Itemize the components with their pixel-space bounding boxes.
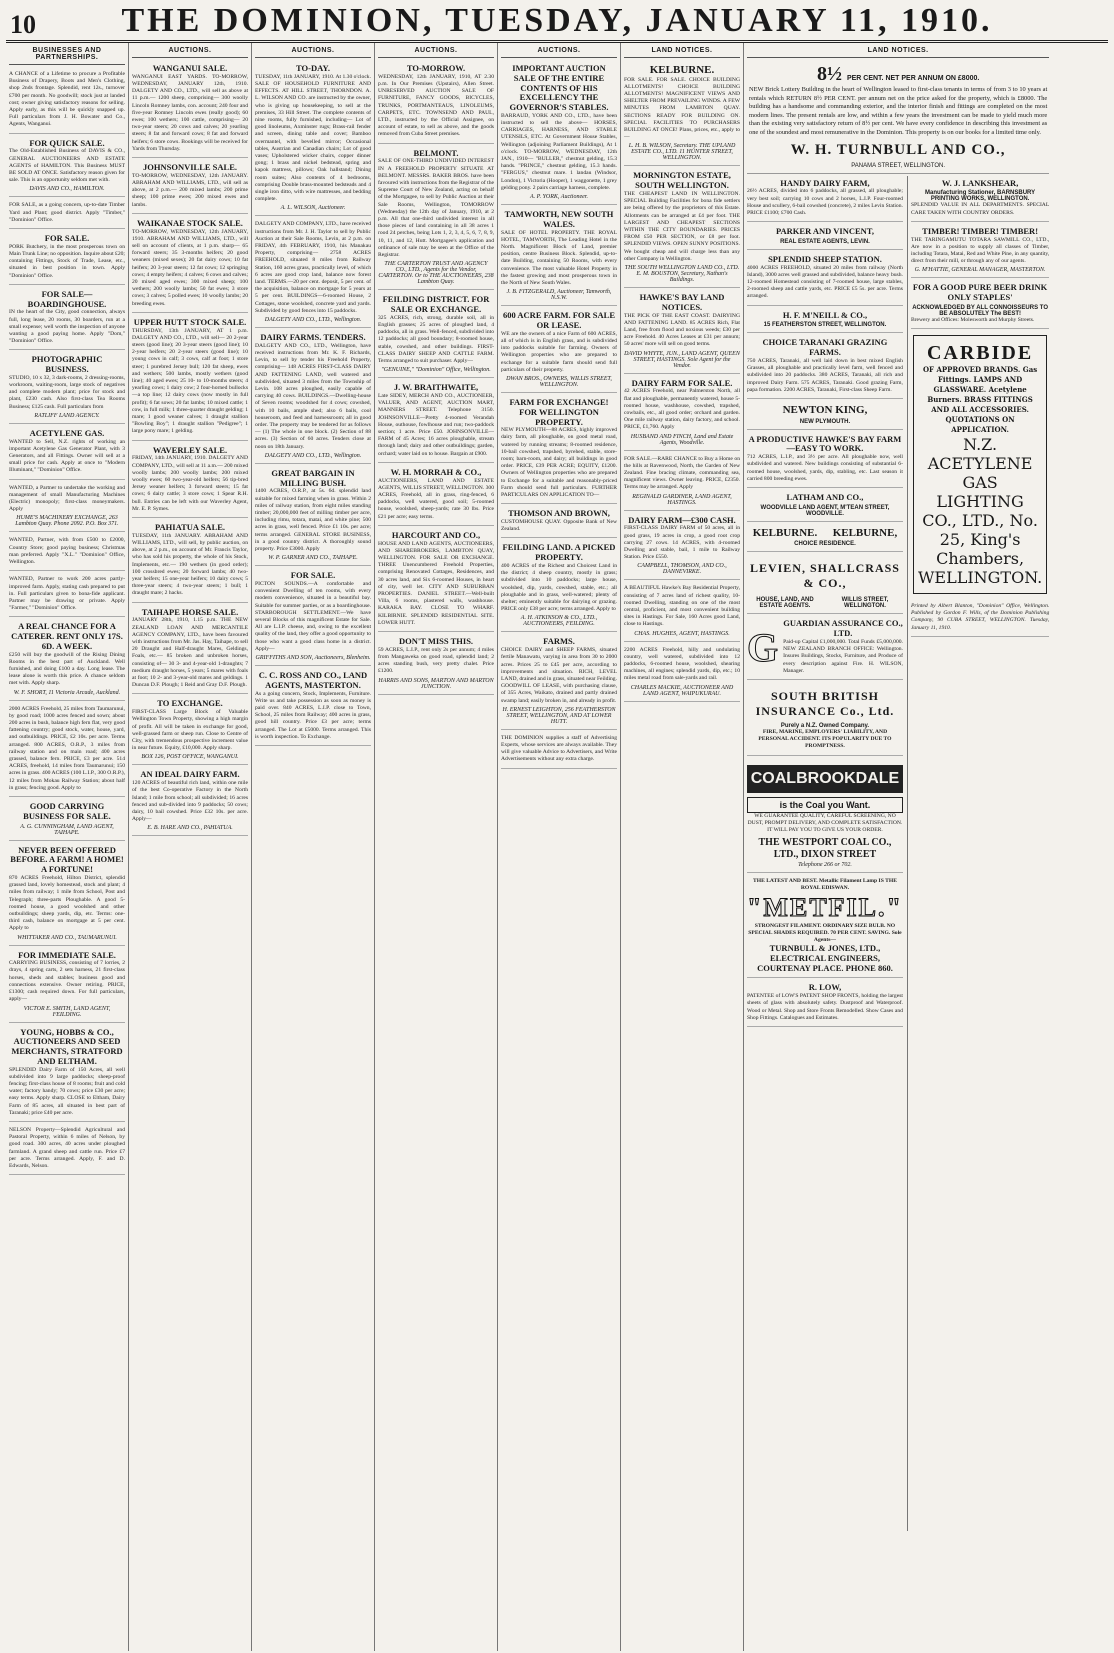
ad-body: CARRYING BUSINESS, consisting of 7 lorries, 2 drays, 4 spring carts, 2 sets harness, 21 first-class horses, sheds and stables; business good and connections extensive. Owner retiring. PRICE, £1300; cash required down. For full particulars, apply— <box>9 960 125 1003</box>
classified-ad <box>624 168 740 288</box>
ad-body: £250 will buy the goodwill of the Rising Dining Rooms in the best part of Auckland. Well furnished, and doing £100 a day. Long lease. The lease alone is worth this price. A chance seldom met with. Apply sharp. <box>9 651 125 687</box>
kelburne-left: KELBURNE. <box>752 526 818 539</box>
classified-ad <box>132 520 248 603</box>
ad-signature: A. L. WILSON, Auctioneer. <box>280 205 346 212</box>
classified-ad <box>747 176 903 223</box>
ad-body: 400 ACRES of the Richest and Choicest Land in the district; 4 sheep country, mostly in grass; subdivided into 10 paddocks; large house, woolshed, dip, yards, cowshed, stable, etc.; all ploughable and in grass, well-watered; plenty of shelter; eminently suitable for dairying or grazing. PRICE only £38 per acre; terms arranged. Apply to <box>501 563 617 613</box>
ad-signature: GRIFFITHS AND SON, Auctioneers, Blenheim. <box>255 655 371 662</box>
classified-ad <box>9 199 125 229</box>
classified-ad <box>132 696 248 765</box>
ad-body: Late SIDEY, MERCH AND CO., AUCTIONEER, VALUER, AND AGENT, AUCTION MART, MANNERS STREET. Telephone 3150. JOHNSONVILLE—Pretty 4-roomed Verandah House, outhouse, fowlhouse and run; two-paddock section; 1 acre. Price £50. JOHNSONVILLE—FARM of 45 Acres; 16 acres ploughable, stream through land; dairy and other outbuildings; garden, orchard; water laid on to house. Bargain at £900. <box>378 392 494 457</box>
ad-body: WE are the owners of a nice Farm of 600 ACRES, all of which is in English grass, and is subdivided into paddocks suitable for farming. Owners of Wellington properties who are prepared to exchange for a suitable farm should send full particulars of their property. <box>501 330 617 373</box>
classified-ad <box>501 207 617 306</box>
classified-ad <box>501 308 617 393</box>
column-land-notices-1 <box>621 43 744 1651</box>
ad-body: THE PICK OF THE EAST COAST. DAIRYING AND FATTENING LAND. 85 ACRES Rich, Flat Land, free from flood and noxious weeds; £30 per acre Freehold. 40 Acres Leases at £31 per annum; 50 acres' more will sell on good terms. <box>624 312 740 348</box>
ad-signature: HARRIS AND SONS, MARTON AND MARTON JUNCTION. <box>378 677 494 690</box>
ad-heading: TIMBER! TIMBER! TIMBER! <box>922 225 1039 236</box>
column-auctions-2 <box>252 43 375 1651</box>
classified-ad <box>255 466 371 566</box>
ad-heading: WAVERLEY SALE. <box>152 444 228 455</box>
column-heading: BUSINESSES AND PARTNERSHIPS. <box>9 45 125 65</box>
classified-ad <box>624 61 740 166</box>
classified-ad <box>378 465 494 526</box>
ad-heading: PARKER AND VINCENT, <box>775 226 874 237</box>
classified-ad <box>501 61 617 205</box>
rate-line: PER CENT. NET PER ANNUM ON £8000. <box>846 75 980 82</box>
ad-signature: "GENUINE," "Dominion" Office, Wellington. <box>381 367 491 374</box>
ad-signature: HUSBAND AND FINCH, Land and Estate Agents, Woodville. <box>630 433 734 446</box>
ad-body: SALE OF HOTEL PROPERTY. THE ROYAL HOTEL, TAMWORTH, The Leading Hotel in the North. Magnificent Block of Land, premier position, centre Business Block. Splendid, up-to-date Building, containing 50 Rooms, with every convenience. The most valuable Hotel Property in the fastest growing and most prosperous town in the North of New South Wales. <box>501 229 617 287</box>
ad-body: FIRST-CLASS Large Block of Valuable Wellington Town Property, showing a high margin of profit. All will be taken in exchange for good, well-grassed farm or sheep run. Close to Centre of City, with tremendous prospective increment value in near future. Equity, £10,000. Apply sharp. <box>132 709 248 752</box>
ad-heading: H. F. M'NEILL & CO., <box>782 309 868 320</box>
classified-ad <box>624 376 740 451</box>
classified-ad <box>132 605 248 695</box>
metfil-name: "METFIL." <box>747 892 903 922</box>
ad-body: JANUARY 28th, 1910, 1.15 p.m. THE NEW ZEALAND LOAN AND MERCANTILE AGENCY COMPANY, LTD., have been favoured with instructions from Mr. Jas. Hay, Taihape, to sell 20 Draught and Half-draught Mares, Geldings, Foals, etc.— 85 broken and unbroken horses, consisting of— 30 3- and 4-year-old 1-draughts; 7 medium draught horses, 5 years; 5 mares with foals at foot; 10 2- and 3-year-old mares and geldings. 1 Duncan D.F. Plough; 1 Reid and Gray D.F. Plough. <box>132 617 248 689</box>
ad-body: DALGETY AND CO., LTD., Wellington, have received instructions from Mr. K. F. Richards, Levin, to sell by tender his Freehold Property, comprising— 148 ACRES FIRST-CLASS DAIRY AND FATTENING LAND, well watered and subdivided, situated 3 miles from the Township of Levin. 108 acres ploughed, easily capable of carrying 40 cows. BUILDINGS.—Dwelling-house of Seven rooms; woodshed for 4 cows; cowshed, with 10 bails, ample shed; also 6 bails, cool houseroom, and feed and harnessroom; all in good order. The property may be tendered for as follows— (1) The whole in one block. (2) Section of 88 acres. (3) Section of 60 acres. Tenders close at noon on 18th January. <box>255 342 371 450</box>
column-heading: AUCTIONS. <box>132 45 248 58</box>
classified-ad <box>9 1025 125 1122</box>
classified-ad <box>747 335 903 399</box>
ad-heading: TAIHAPE HORSE SALE. <box>141 606 239 617</box>
ad-heading: DAIRY FARM FOR SALE. <box>631 377 733 388</box>
ad-body: TO-MORROW, WEDNESDAY, 12th JANUARY, 1910. ABRAHAM AND WILLIAMS, LTD., will sell on account of clients, at 1 p.m. sharp— 65 forward steers; 35 3-months heifers; 20 good weaners (mixed sexes); 20 fat dairy cows; 10 fat heifers; 20 3-year steers; 12 fat cows; 12 springing cows; 4 empty heifers; 4 calves; 6 cows and calves; 20 mixed aged ewes; 300 mixed sheep; 100 wethers; 200 woolly lambs; 50 fat ewes; 3 store cows; 3 calves; 5 polled ewes; 10 woolly lambs; 20 breeding ewes. <box>132 228 248 307</box>
ad-heading: HANDY DAIRY FARM, <box>780 177 870 188</box>
ad-heading: JOHNSONVILLE SALE. <box>143 162 237 172</box>
ad-body: NELSON Property—Splendid Agricultural and Pastoral Property, within 6 miles of Nelson, by good road. 300 acres, 40 acres under ploughed farmland. A grand sheep and cattle run. Price £7 per acre. Terms arranged. Apply, F. and D. Edwards, Nelson. <box>9 1126 125 1169</box>
classified-ad <box>132 61 248 158</box>
masthead <box>6 0 1108 43</box>
classified-ad <box>9 231 125 285</box>
ad-heading: TO-DAY. <box>296 63 330 73</box>
coalbrookdale-ad <box>747 758 903 874</box>
classified-ad <box>132 160 248 214</box>
column-businesses <box>6 43 129 1651</box>
classified-ad <box>911 224 1049 279</box>
land-notices-right <box>907 176 1049 1531</box>
south-british-ad <box>747 682 903 756</box>
ad-heading: UPPER HUTT STOCK SALE. <box>133 316 247 327</box>
classified-ad <box>9 948 125 1023</box>
classified-ad <box>132 767 248 836</box>
classified-ad <box>9 799 125 841</box>
ad-body: THE TARINGAMUTU TOTARA SAWMILL CO., LTD., Are now in a position to supply all classes of Timber, including Totara, Matai, Red and White Pine, in any quantity, direct from their mill, or through any of our agents. <box>910 236 1050 265</box>
south-british-name: SOUTH BRITISH INSURANCE Co., Ltd. <box>755 688 895 718</box>
guardian-ad <box>747 616 903 680</box>
ad-body: FRIDAY, 14th JANUARY, 1910. DALGETY AND COMPANY, LTD., will sell at 11 a.m.— 200 mixed woolly lambs; 200 woolly lambs; 200 mixed woolly ewes; 60 two-year-old heifers; 56 tip-bred Jersey weaner heifers; 3 forward steers; 15 fat cows; 6 dairy cattle; 3 store cows; 1 Spear R.H. bull. Entries can be left with our Waverley Agent, Mr. E. P. Symes. <box>132 455 248 512</box>
ad-body: TUESDAY, 11th JANUARY. ABRAHAM AND WILLIAMS, LTD., will sell, by public auction, on above, at 2 p.m., on account of Mr. Francis Taylor, who has sold his property, the whole of his Stock, Implements, etc.— 190 wethers (in good order); 100 crossbred ewes; 20 forward lambs; 40 two-year heifers; 15 one-year heifers; 10 dairy cows; 5 three-year steers; 4 two-year steers; 1 bull; 1 draught mare; 2 hacks. <box>132 532 248 597</box>
ad-heading: FOR SALE. <box>44 233 90 244</box>
ad-subheading: WOODVILLE LAND AGENT, M'TEAN STREET, WOODVILLE. <box>760 504 890 517</box>
land-notices-left <box>747 176 903 1531</box>
ad-signature: DAVIS AND CO., HAMILTON. <box>29 186 105 193</box>
column-heading: AUCTIONS. <box>501 45 617 58</box>
ad-heading: PHOTOGRAPHIC BUSINESS. <box>31 354 103 375</box>
ad-body: FIRST-CLASS DAIRY FARM of 50 acres, all in good grass, 19 acres in crop, a good root crop carrying 27 cows. 14 ACRES, with 4-roomed Dwelling and stable, bail, 1 mile to Railway Station. Price £550. <box>624 525 740 561</box>
classified-ad <box>747 432 903 488</box>
ad-body: FOR SALE.—RARE CHANCE to Buy a Home on the hills at Ravenwood, North, the Garden of New Zealand. Fine bracing climate, commanding sea, magnificent views. Owner leaving. PRICE, £2350. Terms may be arranged. Apply <box>624 455 740 491</box>
ad-heading: BELMONT. <box>413 147 459 158</box>
ad-body: WANTED, Partner, with from £500 to £2000, Country Store; good paying business; Christmas man preferred. Apply "X.L." "Dominion" Office, Wellington. <box>9 537 125 566</box>
classified-ad <box>255 61 371 216</box>
ad-heading: MORNINGTON ESTATE, SOUTH WELLINGTON. <box>633 170 731 191</box>
ad-body: HOUSE AND LAND AGENTS, AUCTIONEERS, AND SHAREBROKERS, LAMBTON QUAY, WELLINGTON. FOR SALE OR EXCHANGE. THREE Unencumbered Freehold Properties, comprising Renovated Cottages, Residences, and 30 acres land, and Six 6-roomed Houses, in heart of city, well let. CITY AND SUBURBAN PROPERTIES. DANIEL STREET.—Well-built Villa, 6 rooms, plastered walls, washhouse. KARAKA BAY. CLOSE TO WHARF. KILBIRNIE. SPLENDID RESIDENTIAL SITE. LOWER HUTT. <box>378 540 494 626</box>
ad-body: THE CHEAPEST LAND IN WELLINGTON. SPECIAL Building Facilities for bona fide settlers are being offered by the proprietors of this Estate. Allotments can be arranged at £4 per foot. THE LARGEST AND CHEAPEST SECTIONS WITHIN THE CITY BOUNDARIES. PRICES FROM £50 PER SECTION, or £8 per foot. SPLENDID VIEWS. OPEN SUNNY POSITIONS. We bought cheap and will charge less than any other Company in Wellington. <box>624 191 740 262</box>
ad-signature: BOX 126, POST OFFICE, WANGANUI. <box>141 754 239 761</box>
ad-body: 26½ ACRES, divided into 6 paddocks, all grassed, all ploughable; very best soil; carrying 10 cows and 2 horses, L.I.P. Four-roomed House and scullery, 6-bail cowshed (concrete), 2 miles Levin Station. PRICE £1100; £700 Cash. <box>747 188 903 216</box>
coal-name: COALBROOKDALE <box>747 765 903 793</box>
ad-heading: FARM FOR EXCHANGE! FOR WELLINGTON PROPERTY. <box>509 396 609 427</box>
ad-subheading: NEW PLYMOUTH. <box>799 418 851 425</box>
ad-body: CUSTOMHOUSE QUAY. Opposite Bank of New Zealand. <box>501 519 617 533</box>
classified-ad <box>9 573 125 617</box>
ad-body: 2200 ACRES Freehold, hilly and undulating country, well watered, subdivided into 12 paddocks, 6-roomed house, woolshed, shearing machines, all engines; splendid yards, dip, etc.; 10 miles metal road from sale-yards and rail. <box>624 646 740 682</box>
classified-ad <box>911 176 1049 222</box>
ad-signature: A. G. CUNNINGHAM, LAND AGENT, TAIHAPE. <box>20 823 114 836</box>
ad-signature: A. H. ATKINSON & CO., LTD., AUCTIONEERS, FEILDING. <box>520 615 598 628</box>
classified-ad <box>624 582 740 641</box>
ad-body: As a going concern, Stock, Implements, Furniture. Write us and take possession as soon as money is paid over. 840 ACRES, L.I.P. close to Town, School, 25 miles from Railway; 400 acres in grass, good hill country. Price £3 per acre; terms arranged. The Lot at £5000. Terms arranged. This is worth inspection. To Exchange. <box>255 690 371 740</box>
imprint-text: Printed by Albert Blanton, "Dominion" Office, Wellington. Published by Gordon F. Wills, of the Dominion Publishing Company, 90 CUBA STREET, WELLINGTON. Tuesday, January 11, 1910. <box>910 603 1050 631</box>
ad-body: NEW PLYMOUTH—88 ACRES, highly improved dairy farm, all ploughable, on good metal road, watered by running streams; 8-roomed residence, 10-bail cowshed, trapshed, byrehed, stable, store-room; barn-room, and dairy; all buildings in good order. PRICE, £39 PER ACRE; EQUITY, £1200. Owners of Wellington properties who are prepared to Exchange for a suitable and reasonably-priced Farm should send full particulars. FURTHER PARTICULARS ON APPLICATION TO— <box>501 427 617 499</box>
ad-body: 59 ACRES, L.I.P., rent only 2s per annum; 4 miles from Mangaweka on good road, splendid land; 2 acres standing bush, very pretty chalet. Price £1200. <box>378 646 494 675</box>
ad-signature: CAMPBELL, THOMSON, AND CO., DANNEVIRKE. <box>637 563 727 576</box>
column-heading: LAND NOTICES. <box>624 45 740 58</box>
ad-body: Brewery and Offices: Molesworth and Murphy Streets. <box>910 316 1035 323</box>
ad-body: 1400 ACRES, O.R.P., at 5s. 6d. splendid land suitable for mixed farming when in grass. Within 2 miles of railway station, from eight miles standing timber; 20,000,000 feet of milling timber per acre, including rimu, totara, matai, and white pine; 500 acres in grass, well fenced. Price £1 10s. per acre; terms arranged. GENERAL STORE BUSINESS, in a good country district. A thoroughly sound property. Price £3000. Apply <box>255 488 371 553</box>
ad-signature: G. M'HATTIE, GENERAL MANAGER, MASTERTON. <box>914 267 1046 274</box>
ad-subheading: ACKNOWLEDGED BY ALL CONNOISSEURS TO BE ABSOLUTELY The BEST! <box>912 304 1048 317</box>
ad-body: STUDIO, 10 x 32, 3 dark-rooms, 2 dressing-rooms, workroom, waiting-room, large stock of negatives and complete modern plant; price for stock and plant, £230 cash. Also first-class Tea Rooms Business; £125 cash. Full particulars from <box>9 374 125 410</box>
ad-body: 42 ACRES Freehold, near Palmerston North, all flat and ploughable, permanently watered, house 5-roomed house, washhouse, cowshed, trapshed, cowbails, etc., all good order; orchard and garden. One mile railway station, dairy factory, and school. PRICE, £1,760. Apply <box>624 388 740 431</box>
classified-ad <box>9 619 125 700</box>
ad-heading: AN IDEAL DAIRY FARM. <box>140 769 240 780</box>
ad-body: 4000 ACRES FREEHOLD, situated 20 miles from railway (North Island), 3000 acres well grassed and subdivided, balance heavy bush. 12-roomed Homestead consisting of 7-roomed house, large stables, 2-roomed sheep and cattle yards, etc. PRICE £5 5s. per acre. Terms arranged. <box>747 264 903 300</box>
ad-heading: SPLENDID SHEEP STATION. <box>768 253 882 264</box>
ad-body: WANTED, Partner to work 200 acres partly-improved farm. Apply, stating cash prepared to put in. Full particulars given to bona-fide applicant. Partner may be drawing or private. Apply "Farmer," "Dominion" Office. <box>9 576 125 612</box>
low-shopfronts-ad <box>747 980 903 1027</box>
classified-ad <box>378 146 494 291</box>
classified-ad <box>747 308 903 334</box>
classified-ad <box>132 315 248 441</box>
guardian-name: GUARDIAN ASSURANCE CO., LTD. <box>783 618 903 639</box>
levien-name: LEVIEN, SHALLCRASS & CO., <box>749 561 900 591</box>
ad-heading: FARMS. <box>543 636 575 647</box>
metfil-text: STRONGEST FILAMENT. ORDINARY SIZE BULB. NO SPECIAL SHADES REQUIRED. 70 PER CENT. SAVING. Sole Agents— <box>748 922 902 943</box>
guardian-logo-letter: G <box>747 624 781 670</box>
ad-body: AUCTIONEERS, LAND AND ESTATE AGENTS, WILLIS STREET, WELLINGTON. 300 ACRES, Freehold, all in grass, ring-fenced, 6 paddocks, well watered, good soil; 5-roomed house, woolshed, sheep-yards; rate 30 lbs. Price £21 per acre; easy terms. <box>378 477 494 520</box>
ad-body: WEDNESDAY, 12th JANUARY, 1910, AT 2.30 p.m. In Our Premises (Upstairs), Allen Street. UNRESERVED AUCTION SALE OF FURNITURE, FANCY GOODS, BICYCLES, TRUNKS, PORTMANTEAUS, LINOLEUMS, CARPETS, ETC. TOWNSEND AND PAUL, LTD., instructed by the Official Assignee, on account of estate, to sell as above, and the goods removed from Cuba Street premises. <box>378 73 494 138</box>
classified-ad <box>747 401 903 430</box>
classified-ad <box>747 224 903 250</box>
classified-ad <box>9 482 125 533</box>
ad-body: BARRAUD, YORK AND CO., LTD., have been instructed to sell the above— HORSES, CARRIAGES, HARNESS, AND STABLE UTENSILS, ETC. At Government House Stables, Wellington (adjoining Parliament Buildings), At 1 o'clock. TO-MORROW, WEDNESDAY, 12th JAN., 1910— "BULLER," chestnut gelding, 15.3 hands. "PRINCE," chestnut gelding, 15.3 hands. "FERGUS," chestnut mare. 1 landau (Windsor, London), 1 Victoria (Hooper), 1 waggonette, 1 grey gelding pony. 2 pairs carriage harness, complete. <box>501 112 617 191</box>
kelburne-sub: CHOICE RESIDENCE. <box>794 541 856 548</box>
ad-signature: CHAS. HUGHES, AGENT, HASTINGS. <box>634 630 730 637</box>
classified-ad <box>624 453 740 511</box>
classified-ad <box>9 352 125 424</box>
ad-heading: W. J. LANKSHEAR, <box>941 177 1019 188</box>
ad-body: TO-MORROW, WEDNESDAY, 12th JANUARY. ABRAHAM AND WILLIAMS, LTD., will sell as above, at 2 p.m.— 200 mixed lambs; 200 prime sheep; 100 prime ewes; 200 mixed ewes and lambs. <box>132 172 248 208</box>
ad-signature: HUME'S MACHINERY EXCHANGE, 263 Lambton Quay. Phone 2092. P.O. Box 371. <box>15 515 119 528</box>
coal-text: WE GUARANTEE QUALITY, CAREFUL SCREENING, NO DUST, PROMPT DELIVERY, AND COMPLETE SATISFACTION. IT WILL PAY YOU TO GIVE US YOUR ORDER. <box>747 812 903 833</box>
ad-body: 750 ACRES, Taranaki, all well laid down in best mixed English Grasses, all ploughable and practically level farm, well fenced and subdivided into 20 paddocks. 380 ACRES, Taranaki, all rich and improved Dairy Farm. 575 ACRES, Taranaki. Good grazing Farm, papa formation. 2200 ACRES, Taranaki, First-class Sheep Farm. <box>747 357 903 393</box>
ad-signature: WHITTAKER AND CO., TAUMARUNUI. <box>17 934 117 941</box>
classified-ad <box>9 1124 125 1175</box>
ad-heading: W. H. MORRAH & CO., <box>390 466 482 477</box>
carbide-name: CARBIDE <box>926 342 1034 365</box>
ad-subheading: 15 FEATHERSTON STREET, WELLINGTON. <box>763 322 887 329</box>
classified-ad <box>9 68 125 134</box>
ad-heading: C. C. ROSS AND CO., LAND AGENTS, MASTERTON. <box>258 670 368 690</box>
classified-ad <box>255 218 371 328</box>
classified-ad <box>501 540 617 632</box>
ad-body: The Old-Established Business of DAVIS & CO., GENERAL AUCTIONEERS AND ESTATE AGENTS of HAMILTON. This Business MUST BE SOLD AT ONCE. Satisfactory reason given for sale. This is an opportunity seldom met with. <box>9 148 125 184</box>
classified-ad <box>9 136 125 198</box>
ad-signature: DAVID WHYTE, JUN., LAND AGENT, QUEEN STREET, HASTINGS. Sole Agent for the Vendor. <box>624 350 740 369</box>
ad-heading: FEILDING LAND. A PICKED PROPERTY. <box>502 542 616 563</box>
ad-signature: DWAN BROS., OWNERS, WILLIS STREET, WELLINGTON. <box>506 375 612 388</box>
ad-signature: J. B. FITZGERALD, Auctioneer, Tamworth, N.S.W. <box>506 289 612 302</box>
ad-signature: THE SOUTH WELLINGTON LAND CO., LTD. E. M. BOUSTON, Secretary, Nathan's Buildings. <box>624 265 740 284</box>
page-number: 10 <box>10 10 36 39</box>
classified-ad <box>378 634 494 695</box>
ad-heading: FOR SALE. <box>290 570 336 581</box>
ad-body: PORK Butchery, in the most prosperous town on Main Trunk Line; no opposition. Inquire about £20; containing Fittings, Stock of Trade, Lease, etc., situated in best position in town. Apply "Dominion" Office. <box>9 243 125 279</box>
ad-heading: GREAT BARGAIN IN MILLING BUSH. <box>271 467 355 488</box>
ad-body: 325 ACRES, rich, strong, durable soil, all in English grasses; 25 acres of ploughed land, 4 paddocks, all in grass. Well-fenced, subdivided into 12 paddocks; all good boundary; 8-roomed house, stable, cowshed, and other buildings. FIRST-CLASS DAIRY SHEEP AND CATTLE FARM. Terms arranged to suit purchaser. Apply— <box>378 314 494 364</box>
ad-body: IN the heart of the City, good connection, always full, long lease, 20 rooms, 30 boarders, run at a small expense; well worth the inspection of anyone wanting a good paying home. Apply "Dom," "Dominion" Office. <box>9 309 125 345</box>
ad-signature: VICTOR E. SMITH, LAND AGENT, FEILDING. <box>23 1005 111 1018</box>
classified-ad <box>501 732 617 769</box>
classified-ad <box>132 216 248 313</box>
ad-heading: 600 ACRE FARM. FOR SALE OR LEASE. <box>503 310 615 330</box>
ad-heading: WANGANUI SALE. <box>152 63 228 73</box>
ad-heading: WAIKANAE STOCK SALE. <box>137 217 243 228</box>
ad-heading: DON'T MISS THIS. <box>398 635 474 646</box>
low-text: PATENTEE of LOW'S PATENT SHOP FRONTS, holding the largest sheets of glass with absolutely safety. Dustproof and Waterproof. Wood or Metal. Shop and Store Fronts Remodelled. Show Cases and Shop Fittings. Catalogues and Estimates. <box>747 993 903 1021</box>
ad-heading: TO-MORROW. <box>406 63 466 73</box>
classified-ad <box>255 668 371 746</box>
metfil-intro: THE LATEST AND BEST. Metallic Filament Lamp IS THE ROYAL EDISWAN. <box>752 878 897 892</box>
coal-phone: Telephone 266 or 702. <box>798 862 852 869</box>
column-heading: LAND NOTICES. <box>747 45 1049 58</box>
imprint <box>911 600 1049 637</box>
ad-subheading: Manufacturing Stationer, BARNSBURY PRINTING WORKS, WELLINGTON. <box>925 190 1036 203</box>
ad-signature: A. P. YORK, Auctioneer. <box>530 194 588 201</box>
ad-heading: CHOICE TARANAKI GRAZING FARMS. <box>762 337 888 358</box>
ad-heading: A REAL CHANCE FOR A CATERER. RENT ONLY 17S. 6D. A WEEK. <box>11 621 123 651</box>
kelburne-residences <box>747 524 903 553</box>
ad-body: PICTON SOUNDS.—A comfortable and convenient Dwelling of ten rooms, with every modern convenience, situated in a beautiful bay. Suitable for summer parties, or as a boardinghouse. STARBOROUGH SETTLEMENT.—We have several Blocks of this magnificent Estate for Sale. All are L.I.P. cheese, and, owing to the excellent quality of the land, they offer a good opportunity to those who want a good class home in a district. Apply— <box>255 581 371 652</box>
classified-ad <box>378 61 494 144</box>
ad-signature: REGINALD GARDINER, LAND AGENT, HASTINGS. <box>632 493 732 506</box>
classified-ad <box>9 426 125 480</box>
column-heading: AUCTIONS. <box>255 45 371 58</box>
classified-ad <box>747 252 903 306</box>
ad-heading: FOR IMMEDIATE SALE. <box>18 949 116 960</box>
ad-signature: H. ERNEST LEIGHTON, 256 FEATHERSTON STREET, WELLINGTON, AND AT LOWER HUTT. <box>502 706 616 725</box>
ad-body: SALE OF ONE-THIRD UNDIVIDED INTEREST IN A FREEHOLD PROPERTY SITUATE AT BELMONT. MESSRS. BAKER BROS. have been favoured with instructions from the Registrar of the Supreme Court of New Zealand, acting on behalf of the Mortgagee, to sell by Public Auction at their Sale Rooms, Wellington, TOMORROW (Wednesday) the 12th day of January, 1910, at 2 p.m. All that one-third undivided interest in all those pieces of land containing in all 38 acres 1 rood 24 perches, being Lots 1, 2, 3, 4, 5, 6, 7, 8, 9, 10, 11, and 12, Hutt. Mortgagee's application and ordinance of sale may be seen at the Office of the Registrar. <box>378 158 494 258</box>
ad-body: 870 ACRES Freehold, Hilton District, splendid grassed land, lovely homestead, stock and plant; 4 miles from railway; 1 mile from School, Post and Telegraph; three-parts Ploughable. A good 5-roomed house, a good woolshed and other outbuildings; sheep yards, dip, etc. Terms: one-third cash, balance on mortgage at 5 per cent. Apply to <box>9 874 125 932</box>
ad-heading: TO EXCHANGE. <box>157 698 223 709</box>
ad-heading: TAMWORTH, NEW SOUTH WALES. <box>504 209 614 229</box>
ad-heading: KELBURNE. <box>649 64 715 76</box>
carbide-ad <box>913 335 1047 594</box>
ad-signature: DALGETY AND CO., LTD., Wellington. <box>264 452 362 459</box>
ad-heading: LATHAM AND CO., <box>786 491 864 502</box>
carbide-text: OF APPROVED BRANDS. Gas Fittings. LAMPS AND GLASSWARE. Acetylene Burners. BRASS FITTINGS AND ALL ACCESSORIES. QUOTATIONS ON APPLICATION. <box>922 365 1038 435</box>
ad-heading: NEWTON KING, <box>782 404 868 416</box>
ad-heading: NEVER BEEN OFFERED BEFORE. A FARM! A HOME! A FORTUNE! <box>10 844 124 875</box>
classified-ad <box>9 843 125 946</box>
classified-ad <box>9 534 125 571</box>
column-auctions-4 <box>498 43 621 1651</box>
ad-heading: FOR A GOOD PURE BEER DRINK ONLY STAPLES' <box>912 282 1048 303</box>
turnbull-address: PANAMA STREET, WELLINGTON. <box>851 162 946 169</box>
ad-body: THE DOMINION supplies a staff of Advertising Experts, whose services are always available. They will give valuable Advice to Advertisers, and Write Advertisements without any extra charge. <box>501 734 617 763</box>
ad-heading: YOUNG, HOBBS & CO., AUCTIONEERS AND SEED MERCHANTS, STRATFORD AND ELTHAM. <box>11 1026 123 1066</box>
ad-signature: W. P. GARNER AND CO., TAIHAPE. <box>268 555 358 562</box>
ad-body: 120 ACRES of beautiful rich land, within one mile of the best Co-operative Factory in the North Island; 1 mile from school; all subdivided; 16 acres fenced and sub-divided into 9 paddocks; 50 cows; dairy, 10 bail cowshed. Price £32 10s. per acre. Apply— <box>132 780 248 823</box>
column-auctions-3 <box>375 43 498 1651</box>
ad-heading: PAHIATUA SALE. <box>154 521 226 532</box>
ad-signature: E. B. HARE AND CO., PAHIATUA. <box>147 825 233 832</box>
coal-sub: is the Coal you Want. <box>747 797 903 813</box>
classified-ad <box>501 395 617 504</box>
ad-signature: L. H. B. WILSON, Secretary. THE UPLAND ESTATE CO., LTD. 11 HUNTER STREET, WELLINGTON. <box>628 143 736 162</box>
classified-ad <box>132 443 248 518</box>
ad-body: DALGETY AND COMPANY, LTD., have received instructions from Mr. J. H. Taylor to sell by Public Auction at their Sale Rooms, Levin, at 2 p.m. on FRIDAY, 4th FEBRUARY, 1910, his Manakau Property, comprising— 2758 ACRES FREEHOLD, situated 8 miles from Railway Station, 160 acres grass, practically level, of which 6 acres are good crop land, balance now forest land. TERMS.—20 per cent. deposit, 5 per cent. of the acquisition, balance on mortgage for 5 years at 5 per cent. BUILDINGS—6-roomed House, 2 Cottages, stone woolshed, concrete yard and yards. Subdivided by good fences into 15 paddocks. <box>255 221 371 314</box>
ad-heading: DAIRY FARMS. TENDERS. <box>260 332 366 343</box>
metfil-ad <box>747 875 903 978</box>
column-auctions-1 <box>129 43 252 1651</box>
classified-ad <box>501 634 617 729</box>
ad-body: WANTED to Sell, N.Z. rights of working an important Acetylene Gas Generator Plant, with 3 Generators, and all Fittings. Owner will sell at a small price for cash. Apply at once to "Modern Illuminant," "Dominion" Office. <box>9 438 125 474</box>
ad-signature: W. F. SHORT, 11 Victoria Arcade, Auckland. <box>13 689 121 696</box>
column-heading: AUCTIONS. <box>378 45 494 58</box>
classified-ad <box>378 528 494 632</box>
classified-ad <box>624 644 740 702</box>
investment-text: NEW Brick Lottery Building in the heart of Wellington leased to first-class tenants in terms of from 3 to 10 years at rentals which RETURN 8½ PER CENT. per annum net on the price asked for the property, which is £8000. The building has a handsome and commanding exterior, and the interior finish and fittings are completed on the most modern lines. The present rentals are low, and within a few years the investment can be made to yield much more than the existing very satisfactory return of 8½ per cent. We have every confidence in describing this investment as one of the soundest and most remunerative in the Dominion. This property is on our books for a limited time only. <box>749 86 1048 136</box>
investment-ad <box>747 61 1049 174</box>
ad-body: TUESDAY, 11th JANUARY, 1910. At 1.30 o'clock. SALE OF HOUSEHOLD FURNITURE AND EFFECTS. AT HILL STREET, THORNDON. A. L. WILSON AND CO. are instructed by the owner, who is giving up housekeeping, to sell at the premises, 33 Hill Street. The complete contents of nine rooms, fully furnished, including— Lot of good linoleums, Axminster rugs; Brass-rail fender and screen, dining table and cover; Bamboo overmantel, with bevelled mirror; Occasional tables, Austrian and Canadian chairs; Lot of good vases; Upholstered wicker chairs, copper dinner gong; 1 brass and nickel bedstead, spring and kapok mattress, pillows; Oak hallstand; Dining room suites; Also contents of 4 bedrooms, comprising Double brass-mounted bedsteads and 4 single iron ditto, with wire mattresses, and bedding complete. <box>255 73 371 203</box>
column-land-notices-2 <box>744 43 1052 1651</box>
classified-ad <box>378 292 494 378</box>
ad-body: CHOICE DAIRY and SHEEP FARMS, situated fertile Manawatu, varying in area from 30 to 2000 acres. Prices 25 to £45 per acre, according to improvements and situation. RICH, LEVEL LAND, drained and in grass, situated near Feilding. GOODWILL OF LEASE, with purchasing clause, of 355 Acres, Waikato, drained and partly drained swamp land; easily broken in, and already in profit. <box>501 647 617 704</box>
ad-heading: J. W. BRAITHWAITE, <box>393 382 479 393</box>
ad-signature: RATLIFF LAND AGENCY. <box>34 412 100 419</box>
levien-left: HOUSE, LAND, AND ESTATE AGENTS. <box>756 597 814 610</box>
levien-right: WILLIS STREET, WELLINGTON. <box>841 597 889 610</box>
classified-ad <box>378 380 494 463</box>
ad-heading: IMPORTANT AUCTION SALE OF THE ENTIRE CONTENTS OF HIS EXCELLENCY THE GOVERNOR'S STABLES. <box>509 63 609 113</box>
ad-body: SPLENDID VALUE IN ALL DEPARTMENTS. SPECIAL CARE TAKEN WITH COUNTRY ORDERS. <box>910 202 1050 216</box>
ad-signature: THE CARTERTON TRUST AND AGENCY CO., LTD., Agents for the Vendor, CARTERTON. Or to THE AUCTIONEERS, 238 Lambton Quay. <box>378 261 494 286</box>
ad-heading: FOR SALE—BOARDINGHOUSE. <box>27 288 107 309</box>
guardian-text: Paid-up Capital £1,000,000. Total Funds £5,000,000. NEW ZEALAND BRANCH OFFICE: Wellington. Insures Buildings, Stocks, Furniture, and Produce of every description against Fire. H. WILSON, Manager. <box>783 638 903 674</box>
south-british-sub: Purely a N.Z. Owned Company. <box>780 722 870 729</box>
page-title: THE DOMINION, TUESDAY, JANUARY 11, 1910. <box>121 2 993 39</box>
carbide-sign: N.Z. ACETYLENE GAS LIGHTING CO., LTD., No. 25, King's Chambers, WELLINGTON. <box>917 435 1043 588</box>
columns <box>6 43 1108 1651</box>
south-british-text: FIRE, MARINE, EMPLOYERS' LIABILITY, AND PERSONAL ACCIDENT. ITS POPULARITY DUE TO PROMPTNESS. <box>758 728 892 750</box>
ad-heading: ACETYLENE GAS. <box>29 427 105 438</box>
ad-heading: GOOD CARRYING BUSINESS FOR SALE. <box>23 801 111 821</box>
ad-body: FOR SALE, as a going concern, up-to-date Timber Yard and Plant; good district. Apply "Timber," "Dominion" Office. <box>9 202 125 223</box>
classified-ad <box>911 280 1049 329</box>
classified-ad <box>747 490 903 522</box>
classified-ad <box>624 290 740 374</box>
ad-heading: FOR QUICK SALE. <box>29 137 105 148</box>
ad-body: FOR SALE. FOR SALE. CHOICE BUILDING ALLOTMENTS! CHOICE BUILDING ALLOTMENTS! MAGNIFICENT VIEWS AND SHELTER FROM PREVAILING WINDS. A FEW MINUTES FROM LAMBTON QUAY. SECTIONS READY FOR BUILDING ON. SPECIAL FACILITIES TO PURCHASERS BUILDING AT ONCE! Plans, prices, etc., apply to— <box>624 76 740 141</box>
ad-heading: FEILDING DISTRICT. FOR SALE OR EXCHANGE. <box>382 294 490 314</box>
ad-body: WANGANUI EAST YARDS. TO-MORROW, WEDNESDAY, JANUARY 12th, 1910. DALGETY AND CO., LTD., will sell as above at 11 p.m.— 1200 sheep, comprising— 300 woolly Lincoln Romney lambs, con. account; 240 four and five-year Romney Lincoln ewes (really good); 60 ewes; 100 wethers; 100 cattle, comprising— 20 two-year steers; 20 cows and calves; 20 yearling steers; 8 fat and forward cows; 8 fat and forward heifers; 6 store cows. Bookings will be received for Yards from Thursday. <box>132 73 248 152</box>
ad-body: THURSDAY, 13th JANUARY, AT 1 p.m. DALGETY AND CO., LTD., will sell— 20 2-year steers (good line); 20 3-year steers (good line); 10 2-year heifers; 20 2-year steers (good line); 10 young cows in calf; 3 cows, calf at foot; 1 store steer; 1 purebred Jersey bull; 120 fat sheep, ewes and wethers; 500 lambs, mostly wethers (good line); 40 aged ewes; 25 10- to 10-months steers; 4 yearling cows; 1 dairy cow; 2 four-horned bullocks—a top line; 12 dairy cows (now mostly in full profit); 6 fat sows; 20 fat lambs; 10 mixed cattle; 1 cow, in full milk; 1 three-quarter draught gelding; 1 mare; 1 good weaner calves; 1 draught stallion "Bowling Boy"; 1 draught stallion "Pedigree"; 1 large pony mare; 1 gelding. <box>132 327 248 435</box>
coal-company: THE WESTPORT COAL CO., LTD., DIXON STREET <box>758 837 892 860</box>
ad-body: 712 ACRES, L.I.P., and 3½ per acre. All ploughable now, well subdivided and watered. New buildings consisting of substantial 6-roomed house, woolshed, yards, dip, stabling, etc. Last season it carried 800 breeding ewes. <box>747 454 903 482</box>
ad-heading: HAWKE'S BAY LAND NOTICES. <box>639 292 725 312</box>
ad-body: A CHANCE of a Lifetime to procure a Profitable Business of Drapery, Boots and Men's Clothing, shop 2nds frontage. Splendid, rent 12s., turnover £700 per month. No goodwill; stock just at landed cost; owner giving satisfactory reasons for selling. Apply early, as this will be quickly snapped up. Full particulars from J. H. Bowater and Co., Agents, Wanganui. <box>9 71 125 128</box>
ad-signature: CHARLES MACKIE, AUCTIONEER AND LAND AGENT, WAIPUKURAU. <box>630 684 734 697</box>
ad-heading: HARCOURT AND CO., <box>391 529 481 540</box>
classified-ad <box>9 287 125 351</box>
classified-ad <box>255 568 371 666</box>
ad-heading: DAIRY FARM—£300 CASH. <box>628 514 736 525</box>
ad-body: 2000 ACRES Freehold, 25 miles from Taumarunui, by good road; 1000 acres fenced and sown; about 200 acres in bush, balance high fern flat, very good fattening country; good stock, water, house, yard, and outbuildings. PRICE, £2 10s. per acre. Terms arranged. 800 ACRES, O.R.P., 3 miles from railway station and on main road; 400 acres grassed, balance fern. PRICE, £3 per acre. 514 ACRES, freehold, 14 miles from Taumarunui; 150 acres in grass. 400 ACRES (100 L.I.P., 300 O.R.P.), 12 miles from Mokau Railway Station; about half in grass; fencing good. Apply to <box>9 705 125 791</box>
low-name: R. LOW, <box>808 982 842 993</box>
ad-signature: DALGETY AND CO., LTD., Wellington. <box>264 317 362 324</box>
turnbull-name: W. H. TURNBULL AND CO., <box>790 141 1006 158</box>
ad-body: WANTED, a Partner to undertake the working and management of small Manufacturing Machines (Electric) monopoly; first-class moneymakers. Apply <box>9 484 125 513</box>
ad-body: A BEAUTIFUL Hawke's Bay Residential Property, consisting of 7 acres land of richest quality, 10-roomed Dwelling, standing on one of the most central, proficient, and most convenient building sites in Hastings. For Sale, 160 Acres good Land, close to Hastings. <box>624 585 740 628</box>
classified-ad <box>255 330 371 464</box>
ad-body: SPLENDID Dairy Farm of 150 Acres, all well subdivided into 9 large paddocks; sheep-proof fencing; first-class house of 8 rooms; fruit and cold water; factory handy; 70 cows; price £30 per acre; easy terms. Apply sharp. CLOSE to Eltham, Dairy Farm of 85 acres, all situated in best part of Taranaki; price £40 per acre. <box>9 1066 125 1116</box>
ad-heading: THOMSON AND BROWN, <box>508 508 610 519</box>
classified-ad <box>9 703 125 797</box>
ad-heading: A PRODUCTIVE HAWKE'S BAY FARM—EASY TO WORK. <box>748 433 902 454</box>
ad-subheading: REAL ESTATE AGENTS, LEVIN. <box>780 238 870 245</box>
metfil-sign: TURNBULL & JONES, LTD., ELECTRICAL ENGINEERS, COURTENAY PLACE. PHONE 860. <box>757 943 893 973</box>
levien-ad <box>747 554 903 614</box>
kelburne-right: KELBURNE, <box>832 526 898 539</box>
rate-figure: 8½ <box>816 63 842 85</box>
classified-ad <box>624 513 740 581</box>
classified-ad <box>501 506 617 538</box>
